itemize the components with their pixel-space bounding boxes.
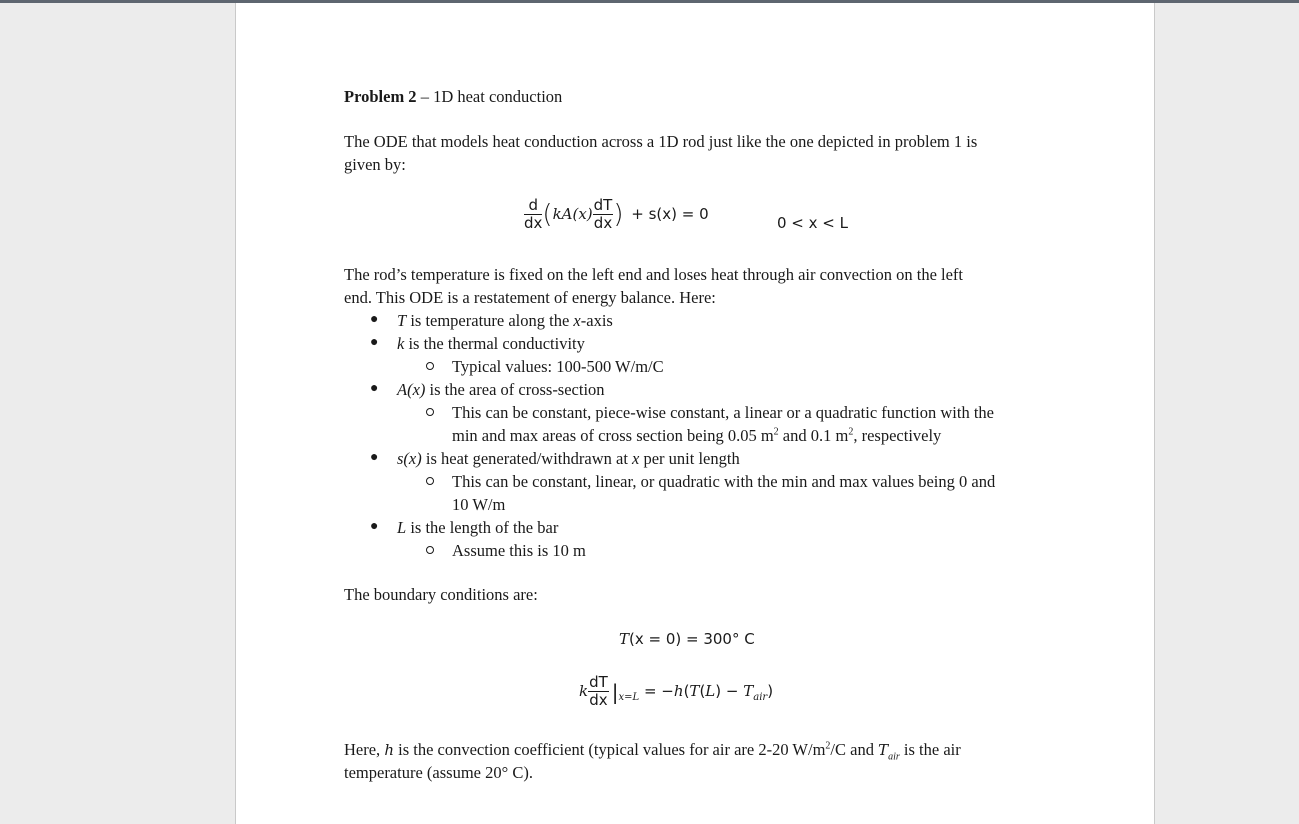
item-temperature bbox=[397, 310, 613, 332]
ode-paren-open: ( bbox=[542, 199, 553, 230]
item-length-sub: Assume this is 10 m bbox=[452, 541, 586, 560]
bc1-T: T bbox=[619, 630, 630, 648]
closing-T: T bbox=[878, 741, 889, 759]
intro-line-1: The ODE that models heat conduction across a 1D rod just like the one depicted in problem 1 is bbox=[344, 132, 978, 151]
area-sup-1: 2 bbox=[773, 426, 779, 438]
bc2-subscript: x=L bbox=[618, 692, 640, 703]
ode-source-term: + s(x) = 0 bbox=[631, 205, 709, 223]
item-source-sub-line-1: This can be constant, linear, or quadratic with the min and max values being 0 and bbox=[452, 472, 996, 491]
closing-h: h bbox=[384, 741, 394, 759]
sym-L: L bbox=[397, 518, 407, 537]
sym-x: x bbox=[632, 449, 640, 468]
heading-bold: Problem 2 bbox=[344, 87, 417, 106]
closing-line-2: temperature (assume 20° C). bbox=[344, 763, 533, 782]
item-conductivity bbox=[397, 333, 585, 355]
bc2-T: T bbox=[689, 682, 700, 700]
sym-T: T bbox=[397, 311, 407, 330]
bc2-dx: dx bbox=[589, 691, 608, 709]
bc-label: The boundary conditions are: bbox=[344, 585, 538, 604]
item-area-sub-line-1: This can be constant, piece-wise constant, a linear or a quadratic function with the bbox=[452, 403, 995, 422]
ode-dx: dx bbox=[524, 214, 543, 232]
closing-a: Here, bbox=[344, 740, 385, 759]
sym-s: s(x) bbox=[397, 449, 422, 468]
bullet-dot: ● bbox=[370, 312, 379, 327]
ode-dx2: dx bbox=[593, 214, 613, 232]
bc2-eval-bar: | bbox=[611, 679, 619, 704]
item-area-text: is the area of cross-section bbox=[425, 380, 605, 399]
heading-rest: – 1D heat conduction bbox=[416, 87, 563, 106]
bullet-dot: ● bbox=[370, 450, 379, 465]
bc2-h: h bbox=[673, 682, 684, 700]
closing-d: is the air bbox=[899, 740, 961, 759]
closing-sup: 2 bbox=[825, 740, 831, 752]
bc2-Tair: T bbox=[743, 682, 754, 700]
ode-equation bbox=[524, 197, 709, 232]
bc2-dT: dT bbox=[589, 673, 608, 691]
item-area-sub-line-2 bbox=[452, 425, 941, 447]
bullet-dot: ● bbox=[370, 381, 379, 396]
area-max-text: and 0.1 m bbox=[778, 426, 849, 445]
bc2-rhs-e: ) bbox=[767, 682, 774, 700]
bc2-rhs-a: = − bbox=[639, 682, 674, 700]
problem-heading bbox=[344, 86, 562, 108]
item-length-text: is the length of the bar bbox=[406, 518, 559, 537]
bc2-air: air bbox=[753, 692, 768, 703]
sub-bullet-circle bbox=[426, 362, 434, 370]
area-sup-2: 2 bbox=[848, 426, 854, 438]
bc2-rhs-b: ( bbox=[683, 682, 690, 700]
ode-domain: 0 < x < L bbox=[777, 214, 848, 232]
item-source-text: is heat generated/withdrawn at bbox=[421, 449, 633, 468]
ode-kA: kA(x) bbox=[552, 205, 593, 223]
closing-line-1 bbox=[344, 739, 961, 761]
closing-b: is the convection coefficient (typical values for air are 2-20 W/m bbox=[393, 740, 826, 759]
item-source bbox=[397, 448, 740, 470]
item-length bbox=[397, 517, 558, 539]
sym-k: k bbox=[397, 334, 405, 353]
ode-outer-derivative bbox=[524, 197, 542, 232]
bc2-rhs-c: ( bbox=[699, 682, 706, 700]
sym-x: x bbox=[573, 311, 581, 330]
bc2-k: k bbox=[579, 682, 589, 700]
item-area bbox=[397, 379, 605, 401]
intro-line-2: given by: bbox=[344, 155, 406, 174]
item-conductivity-sub: Typical values: 100-500 W/m/C bbox=[452, 357, 664, 376]
ode-d: d bbox=[524, 197, 542, 215]
bc2-rhs-d: ) − bbox=[715, 682, 744, 700]
sym-A: A(x) bbox=[397, 380, 426, 399]
bullet-dot: ● bbox=[370, 335, 379, 350]
ode-dT: dT bbox=[593, 196, 613, 214]
sub-bullet-circle bbox=[426, 477, 434, 485]
item-source-text2: per unit length bbox=[639, 449, 740, 468]
ode-inner-derivative bbox=[593, 197, 614, 232]
sub-bullet-circle bbox=[426, 408, 434, 416]
area-respectively: , respectively bbox=[853, 426, 942, 445]
item-conductivity-text: is the thermal conductivity bbox=[404, 334, 585, 353]
sub-bullet-circle bbox=[426, 546, 434, 554]
bc2-derivative bbox=[588, 674, 609, 709]
bc1-equation bbox=[619, 630, 755, 648]
bc1-rest: (x = 0) = 300° C bbox=[629, 630, 755, 648]
closing-c: /C and bbox=[830, 740, 879, 759]
document-page bbox=[235, 3, 1155, 824]
para2-line-2: end. This ODE is a restatement of energy balance. Here: bbox=[344, 288, 716, 307]
para2-line-1: The rod’s temperature is fixed on the left end and loses heat through air convection on the left bbox=[344, 265, 964, 284]
bc2-equation bbox=[579, 674, 773, 709]
item-temperature-text2: -axis bbox=[580, 311, 613, 330]
bullet-dot: ● bbox=[370, 519, 379, 534]
closing-air: air bbox=[888, 751, 900, 763]
bc2-L: L bbox=[705, 682, 716, 700]
area-min-text: min and max areas of cross section being 0.05 m bbox=[452, 426, 774, 445]
ode-paren-close: ) bbox=[613, 199, 624, 230]
item-source-sub-line-2: 10 W/m bbox=[452, 495, 506, 514]
item-temperature-text: is temperature along the bbox=[406, 311, 574, 330]
